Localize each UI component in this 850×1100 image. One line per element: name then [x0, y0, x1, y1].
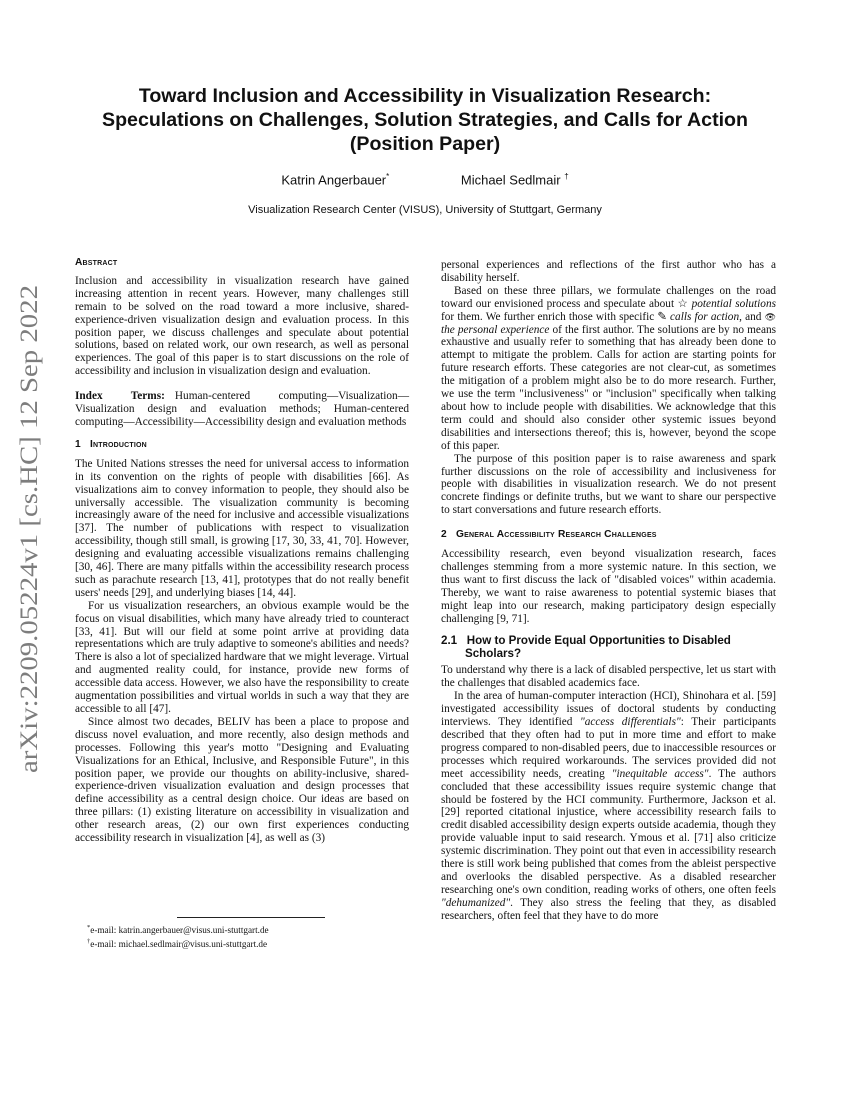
paper-title: [60, 84, 790, 156]
author-1-mark: *: [386, 172, 390, 181]
section-2-number: 2: [441, 529, 447, 541]
personal-experience-label: the personal experience: [441, 323, 550, 336]
title-line-1: Toward Inclusion and Accessibility in Visualization Research:: [138, 85, 712, 107]
section-1-heading: [75, 439, 409, 452]
pillars-text-a: Based on these three pillars, we formulate challenges on the road toward our envisioned process and speculate about: [441, 284, 776, 310]
quote-access-differentials: "access differentials": [579, 716, 681, 729]
s21-text-d: . They also stress the feeling that they, as disabled researchers, often feel that they have to do more: [441, 896, 776, 922]
section-2-heading: [441, 529, 776, 542]
abstract-text: Inclusion and accessibility in visualization research have gained increasing attention in recent years. However, many challenges still remain to be solved on the road toward a more inclusive, shared-experience-driven visualization design and evaluation process. In this position paper, we discuss challenges and speculate about potential solutions, based on related work, our own research, as well as personal experiences. The goal of this paper is to start discussions on the role of accessibility and inclusion in visualization design and evaluation.: [75, 274, 409, 378]
calls-for-action-label: calls for action: [670, 310, 740, 323]
author-2-mark: †: [564, 172, 569, 181]
section-2-1-number: 2.1: [441, 634, 458, 648]
s21-text-b: : Their participants described that they often had to put in more time and effort to make progress compared to non-disabled peers, due to inaccessible resources or processes which required workarounds. The services provided did not meet accessibility needs, creating: [441, 716, 777, 780]
s21-text-a: In the area of human-computer interaction (HCI), Shinohara et al. [59] investigated accessibility issues of doctoral students by conducting interviews. They identified: [441, 690, 776, 729]
pillars-text-d: of the first author. The solutions are by no means exhaustive and usually refer to something that has already been done to attempt to mitigate the problem. Calls for action are starting points for future research efforts. These categories are not clear-cut, as sometimes the mitigation of a problem might also be to do more research. Further, we use the term "inclusiveness" or "inclusion" specifically when talking about how to include people with disabilities. We acknowledge that this term could and should also consider other systemic issues beyond disabilities and intersections thereof; this is, however, beyond the scope of this paper.: [441, 323, 777, 452]
author-2: [461, 172, 569, 187]
footnotes: [75, 917, 409, 950]
intro-paragraph-3: Since almost two decades, BELIV has been a place to propose and discuss novel evaluation, and more recently, also design methods and processes. Following this year's motto "Designing and Evaluating Visualizations for an Ethical, Inclusive, and Responsible Future", in this position paper, we provide our thoughts on ability-inclusive, shared-experience-driven visualization evaluation and design processes that define accessibility as a central design choice. Our ideas are based on three pillars: (1) existing literature on accessibility in visualization and other research areas, (2) our own first experiences conducting accessibility research in visualization [4], as well as (3): [75, 715, 409, 845]
section-2-1-paragraph-2: [441, 690, 776, 922]
intro-paragraph-1: The United Nations stresses the need for universal access to information in its convention on the rights of people with disabilities [66]. As visualizations aim to convey information to people, they should also be universally accessible. The visualization community is becoming increasingly aware of the need for inclusive and accessible visualizations [37]. The number of publications with respect to visualization accessibility, though still small, is growing [17, 30, 33, 41, 70]. However, designing and evaluating accessible visualizations remains challenging [30, 46]. There are many pitfalls within the accessibility research process such as parachute research [13, 41], prototypes that do not really benefit users' needs [29], and underlying biases [14, 44].: [75, 457, 409, 599]
footnote-1-mark: *: [87, 924, 91, 931]
title-line-3: (Position Paper): [349, 133, 501, 155]
section-2-title: General Accessibility Research Challenges: [455, 529, 657, 541]
potential-solutions-label: potential solutions: [691, 297, 776, 310]
arxiv-side-stamp: [6, 283, 46, 773]
footnote-2: [75, 936, 409, 950]
pillars-paragraph: [441, 285, 776, 453]
pillars-text-b: for them. We further enrich those with specific: [441, 310, 655, 323]
author-list: [0, 172, 850, 187]
footnote-1: [75, 922, 409, 936]
abstract-heading: Abstract: [75, 257, 118, 268]
footnote-2-text: e-mail: michael.sedlmair@visus.uni-stuttgart.de: [90, 939, 268, 950]
author-1-name: Katrin Angerbauer: [281, 172, 387, 188]
section-2-1-title: How to Provide Equal Opportunities to Disabled Scholars?: [465, 634, 731, 661]
index-terms: [75, 390, 409, 429]
index-terms-label: Index Terms:: [75, 390, 165, 403]
s21-text-c: . The authors concluded that these accessibility issues require systemic change that should be fostered by the HCI community. Furthermore, Jackson et al. [29] reported citational injustice, where accessibility research fails to credit disabled accessibility design experts outside academia, though they provide valuable input to said research. Ymous et al. [71] also criticize systemic discrimination. They point out that even in accessibility research there is still work being published that comes from the ableist perspective and overlooks the disabled perspective. As a disabled researcher researching one's own condition, reading works of others, one often feels: [441, 767, 777, 896]
pencil-icon: ✎: [657, 310, 667, 323]
pillars-text-c: , and: [739, 310, 762, 323]
footnote-2-mark: †: [87, 938, 91, 946]
section-2-paragraph: Accessibility research, even beyond visualization research, faces challenges stemming from a more systemic nature. In this section, we thus want to first discuss the lack of "disabled voices" within academia. Thereby, we want to raise awareness to potential systemic biases that might leap into our research, making participatory design especially challenging [9, 71].: [441, 548, 776, 625]
quote-dehumanized: "dehumanized": [441, 896, 511, 909]
eye-icon: 👁: [764, 311, 776, 322]
arxiv-stamp-text: arXiv:2209.05224v1 [cs.HC] 12 Sep 2022: [16, 352, 43, 773]
intro-paragraph-2: For us visualization researchers, an obvious example would be the focus on visual disabilities, which many have already tried to counteract [33, 41]. But will our field at some point arrive at providing data representations which are truly adaptive to someone's abilities and needs? There is also a lot of specialized hardware that we might leverage. Virtual and augmented reality could, for instance, provide new forms of accessible data access. However, we also have the responsibility to create augmentation possibilities and virtual worlds in such a way that they are accessible to all [47].: [75, 599, 409, 715]
left-column: [75, 257, 409, 845]
star-icon: ☆: [677, 297, 689, 310]
right-column: [441, 259, 776, 923]
index-terms-text: Human-centered computing—Visualization—Visualization design and evaluation methods; Human-centered computing—Accessibility—Accessibility design and evaluation methods: [75, 390, 409, 428]
quote-inequitable-access: "inequitable access": [611, 767, 709, 780]
section-1-title: Introduction: [89, 438, 147, 450]
section-1-number: 1: [75, 438, 81, 450]
purpose-paragraph: The purpose of this position paper is to raise awareness and spark further discussions on the role of accessibility and inclusiveness for people with disabilities in visualization research. We do not present concrete findings or definite truths, but we want to share our perspective to start conversations and future research efforts.: [441, 452, 776, 517]
author-1: [281, 172, 389, 187]
footnote-rule: [177, 917, 325, 918]
pillars-continuation: personal experiences and reflections of the first author who has a disability herself.: [441, 259, 776, 284]
author-2-name: Michael Sedlmair: [460, 172, 561, 188]
section-2-1-heading: [441, 634, 776, 660]
title-line-2: Speculations on Challenges, Solution Strategies, and Calls for Action: [102, 109, 748, 131]
section-2-1-paragraph-1: To understand why there is a lack of disabled perspective, let us start with the challenges that disabled academics face.: [441, 664, 776, 690]
footnote-1-text: e-mail: katrin.angerbauer@visus.uni-stuttgart.de: [90, 925, 269, 936]
affiliation: Visualization Research Center (VISUS), University of Stuttgart, Germany: [248, 204, 602, 216]
